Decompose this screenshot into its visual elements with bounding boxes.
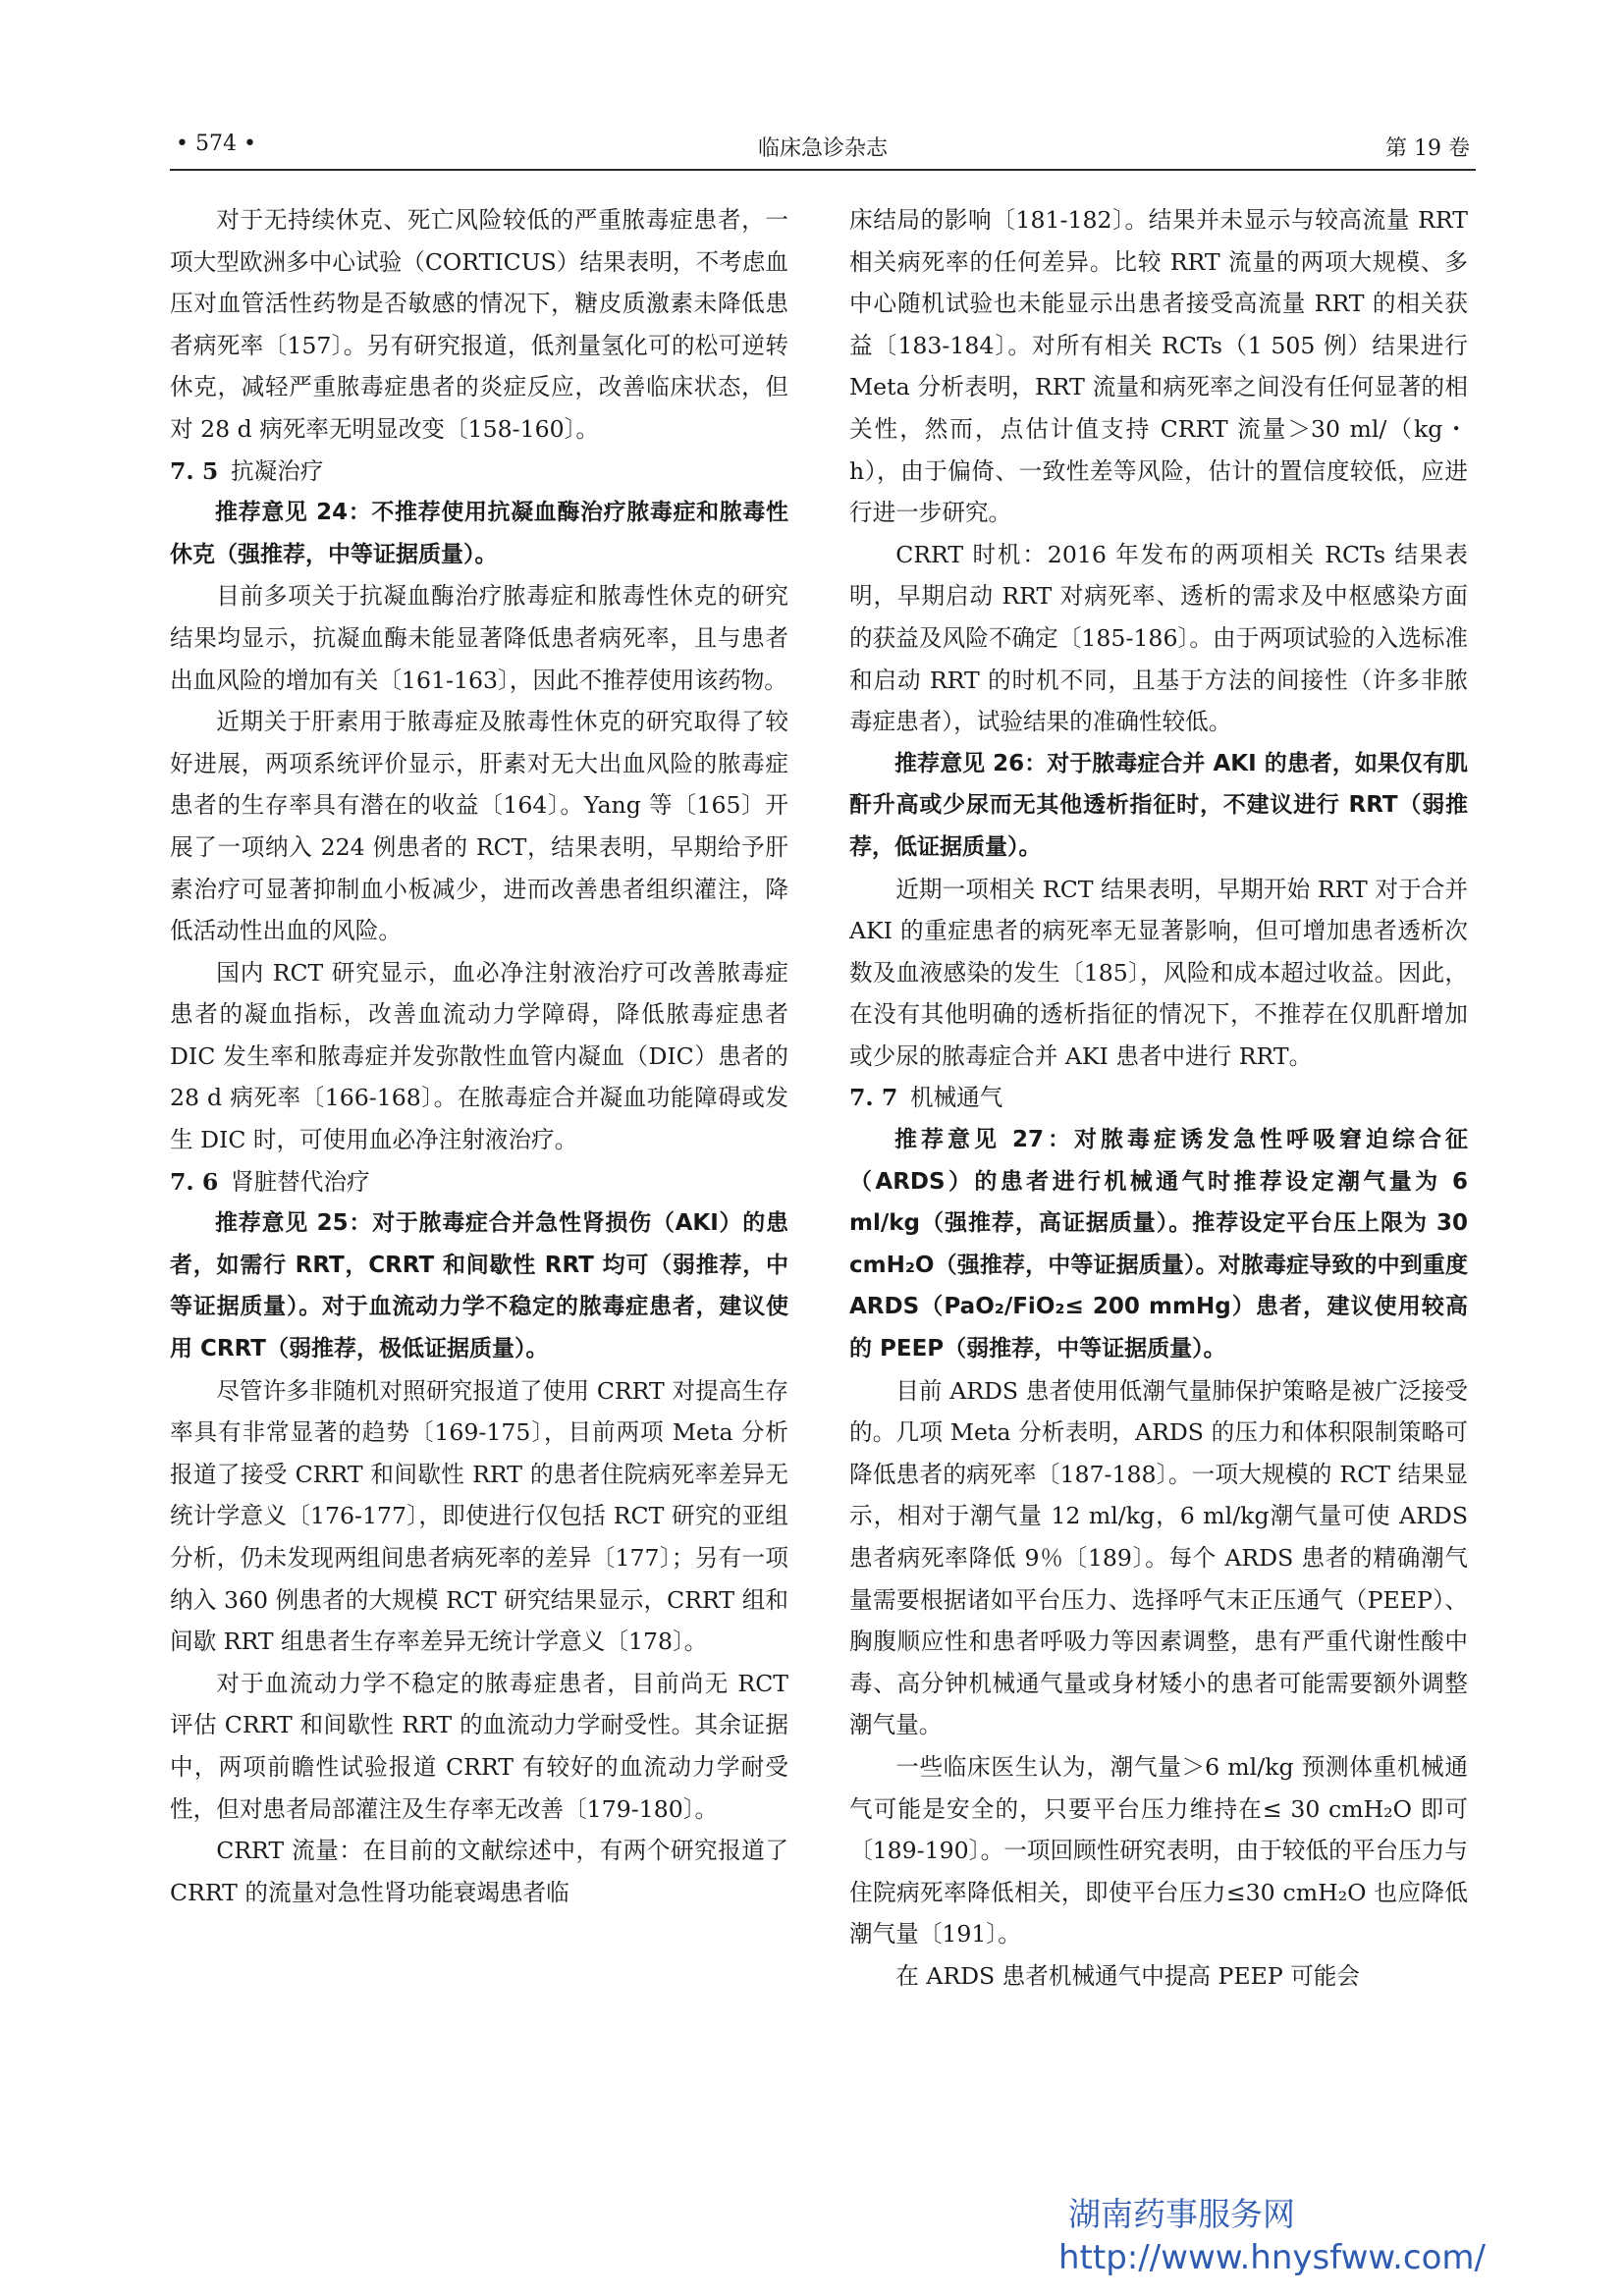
paragraph: 国内 RCT 研究显示，血必净注射液治疗可改善脓毒症患者的凝血指标，改善血流动力学障碍，降低脓毒症患者 DIC 发生率和脓毒症并发弥散性血管内凝血（DIC）患者的 28 d 病死率〔166-168〕。在脓毒症合并凝血功能障碍或发生 DIC 时，可使用血必净注射液治疗。 <box>170 958 788 1154</box>
section-number: 7. 5 <box>170 456 219 485</box>
paragraph: 对于无持续休克、死亡风险较低的严重脓毒症患者，一项大型欧洲多中心试验（CORTICUS）结果表明，不考虑血压对血管活性药物是否敏感的情况下，糖皮质激素未降低患者病死率〔157〕。另有研究报道，低剂量氢化可的松可逆转休克，减轻严重脓毒症患者的炎症反应，改善临床状态，但对 28 d 病死率无明显改变〔158-160〕。 <box>170 206 788 443</box>
section-title: 抗凝治疗 <box>231 456 324 485</box>
running-header <box>170 126 1476 171</box>
paragraph: 一些临床医生认为，潮气量＞6 ml/kg 预测体重机械通气可能是安全的，只要平台压力维持在≤ 30 cmH₂O 即可〔189-190〕。一项回顾性研究表明，由于较低的平台压力与住院病死率降低相关，即使平台压力≤30 cmH₂O 也应降低潮气量〔191〕。 <box>849 1752 1468 1949</box>
paragraph: 尽管许多非随机对照研究报道了使用 CRRT 对提高生存率具有非常显著的趋势〔169-175〕，目前两项 Meta 分析报道了接受 CRRT 和间歇性 RRT 的患者住院病死率差异无统计学意义〔176-177〕，即使进行仅包括 RCT 研究的亚组分析，仍未发现两组间患者病死率的差异〔177〕；另有一项纳入 360 例患者的大规模 RCT 研究结果显示，CRRT 组和间歇 RRT 组患者生存率差异无统计学意义〔178〕。 <box>170 1376 788 1656</box>
section-number: 7. 7 <box>849 1084 898 1112</box>
page-number: • 574 • <box>176 132 256 156</box>
paragraph: 对于血流动力学不稳定的脓毒症患者，目前尚无 RCT 评估 CRRT 和间歇性 RRT 的血流动力学耐受性。其余证据中，两项前瞻性试验报道 CRRT 有较好的血流动力学耐受性，但对患者局部灌注及生存率无改善〔179-180〕。 <box>170 1669 788 1823</box>
paragraph: 近期一项相关 RCT 结果表明，早期开始 RRT 对于合并 AKI 的重症患者的病死率无显著影响，但可增加患者透析次数及血液感染的发生〔185〕，风险和成本超过收益。因此，在没有其他明确的透析指征的情况下，不推荐在仅肌酐增加或少尿的脓毒症合并 AKI 患者中进行 RRT。 <box>849 875 1468 1070</box>
paragraph: 床结局的影响〔181-182〕。结果并未显示与较高流量 RRT 相关病死率的任何差异。比较 RRT 流量的两项大规模、多中心随机试验也未能显示出患者接受高流量 RRT 的相关获益〔183-184〕。对所有相关 RCTs（1 505 例）结果进行 Meta 分析表明，RRT 流量和病死率之间没有任何显著的相关性，然而，点估计值支持 CRRT 流量＞30 ml/（kg・h），由于偏倚、一致性差等风险，估计的置信度较低，应进行进一步研究。 <box>849 206 1468 527</box>
paragraph: 目前 ARDS 患者使用低潮气量肺保护策略是被广泛接受的。几项 Meta 分析表明，ARDS 的压力和体积限制策略可降低患者的病死率〔187-188〕。一项大规模的 RCT 结果显示，相对于潮气量 12 ml/kg，6 ml/kg潮气量可使 ARDS 患者病死率降低 9％〔189〕。每个 ARDS 患者的精确潮气量需要根据诸如平台压力、选择呼气末正压通气（PEEP）、胸腹顺应性和患者呼吸力等因素调整，患有严重代谢性酸中毒、高分钟机械通气量或身材矮小的患者可能需要额外调整潮气量。 <box>849 1376 1468 1739</box>
watermark-url: http://www.hnysfww.com/ <box>1058 2238 1486 2277</box>
journal-title: 临床急诊杂志 <box>757 136 888 161</box>
site-watermark <box>1058 2193 1486 2279</box>
section-number: 7. 6 <box>170 1167 219 1196</box>
section-heading <box>170 451 788 493</box>
section-title: 机械通气 <box>910 1084 1003 1112</box>
recommendation: 推荐意见 24：不推荐使用抗凝血酶治疗脓毒症和脓毒性休克（强推荐，中等证据质量）。 <box>170 500 788 567</box>
paragraph: CRRT 流量：在目前的文献综述中，有两个研究报道了 CRRT 的流量对急性肾功能衰竭患者临 <box>170 1837 788 1906</box>
paragraph: CRRT 时机：2016 年发布的两项相关 RCTs 结果表明，早期启动 RRT 对病死率、透析的需求及中枢感染方面的获益及风险不确定〔185-186〕。由于两项试验的入选标准和启动 RRT 的时机不同，且基于方法的间接性（许多非脓毒症患者），试验结果的准确性较低。 <box>849 540 1468 736</box>
recommendation: 推荐意见 26：对于脓毒症合并 AKI 的患者，如果仅有肌酐升高或少尿而无其他透析指征时，不建议进行 RRT（弱推荐，低证据质量）。 <box>849 750 1468 860</box>
recommendation: 推荐意见 27：对脓毒症诱发急性呼吸窘迫综合征（ARDS）的患者进行机械通气时推荐设定潮气量为 6 ml/kg（强推荐，高证据质量）。推荐设定平台压上限为 30 cmH₂O（强推荐，中等证据质量）。对脓毒症导致的中到重度 ARDS（PaO₂/FiO₂≤ 200 mmHg）患者，建议使用较高的 PEEP（弱推荐，中等证据质量）。 <box>849 1127 1468 1362</box>
section-heading <box>849 1077 1468 1119</box>
recommendation: 推荐意见 25：对于脓毒症合并急性肾损伤（AKI）的患者，如需行 RRT，CRRT 和间歇性 RRT 均可（弱推荐，中等证据质量）。对于血流动力学不稳定的脓毒症患者，建议使用 CRRT（弱推荐，极低证据质量）。 <box>170 1210 788 1362</box>
volume-label: 第 19 卷 <box>1385 136 1470 161</box>
right-column <box>849 199 1468 1998</box>
left-column <box>170 199 788 1913</box>
watermark-name: 湖南药事服务网 <box>1068 2195 1295 2233</box>
paragraph: 目前多项关于抗凝血酶治疗脓毒症和脓毒性休克的研究结果均显示，抗凝血酶未能显著降低患者病死率，且与患者出血风险的增加有关〔161-163〕，因此不推荐使用该药物。 <box>170 582 788 694</box>
paragraph: 近期关于肝素用于脓毒症及脓毒性休克的研究取得了较好进展，两项系统评价显示，肝素对无大出血风险的脓毒症患者的生存率具有潜在的收益〔164〕。Yang 等〔165〕开展了一项纳入 224 例患者的 RCT，结果表明，早期给予肝素治疗可显著抑制血小板减少，进而改善患者组织灌注，降低活动性出血的风险。 <box>170 708 788 945</box>
paragraph: 在 ARDS 患者机械通气中提高 PEEP 可能会 <box>895 1961 1360 1990</box>
section-title: 肾脏替代治疗 <box>231 1167 370 1196</box>
section-heading <box>170 1161 788 1203</box>
